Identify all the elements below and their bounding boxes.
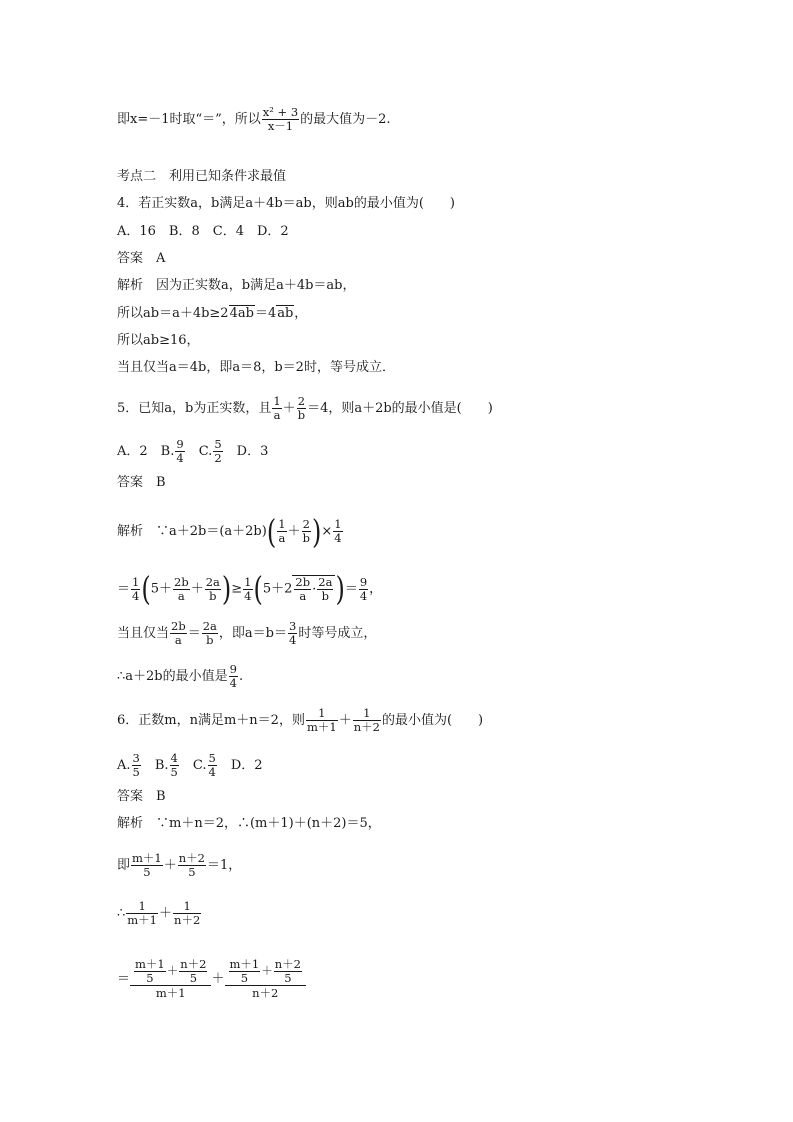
text: ＋ <box>166 963 179 978</box>
numerator: 3 <box>132 751 140 765</box>
fraction <box>170 752 179 779</box>
text: 的最大值为－2. <box>300 112 391 127</box>
text: D．2 <box>217 758 263 773</box>
text: ，即a＝b＝ <box>218 626 287 641</box>
numerator: 5 <box>208 751 216 765</box>
fraction <box>131 852 163 879</box>
compound-denominator: m＋1 <box>155 986 186 1000</box>
numerator: m＋1 <box>229 957 260 971</box>
denominator: 5 <box>188 865 196 879</box>
fraction <box>277 518 286 545</box>
text: ＝ <box>117 971 131 987</box>
question-4: 4．若正实数a，b满足a＋4b＝ab，则ab的最小值为( ) <box>117 196 455 211</box>
text: ＋ <box>282 401 296 416</box>
denominator: b <box>321 589 330 603</box>
fraction <box>173 576 190 603</box>
compound-denominator: n＋2 <box>252 986 279 1000</box>
numerator: 9 <box>229 662 237 676</box>
text: 5．已知a，b为正实数，且 <box>117 401 272 416</box>
denominator: 4 <box>334 531 342 545</box>
denominator: 2 <box>214 451 222 465</box>
numerator: n＋2 <box>180 957 207 971</box>
numerator: 1 <box>126 900 158 914</box>
denominator: a <box>174 633 182 647</box>
paren: ( <box>253 570 263 608</box>
text: ， <box>369 581 383 597</box>
radical: ab <box>277 306 294 321</box>
fraction <box>229 958 261 985</box>
numerator: 9 <box>359 574 368 589</box>
numerator: 1 <box>353 707 381 721</box>
paren: ( <box>266 512 277 551</box>
compound-fraction <box>225 958 306 1000</box>
fraction <box>202 620 218 647</box>
text: ＋ <box>338 713 352 728</box>
section-heading: 考点二 利用已知条件求最值 <box>117 169 287 184</box>
text: ＋ <box>159 906 173 921</box>
text: C. <box>185 444 213 459</box>
solution-conclusion-line <box>117 106 391 133</box>
paren: ) <box>335 570 345 608</box>
text: ＝ <box>344 581 358 597</box>
text: ∴a＋2b的最小值是 <box>117 669 228 684</box>
text: A．2 B. <box>117 444 175 459</box>
compound-numerator <box>130 958 211 986</box>
numerator: 2b <box>174 574 189 589</box>
question-5-solution-line <box>117 620 376 647</box>
numerator: 3 <box>288 619 297 633</box>
question-6 <box>117 707 483 734</box>
text: D．3 <box>223 444 269 459</box>
fraction <box>317 576 333 603</box>
denominator: b <box>209 588 217 603</box>
fraction <box>333 518 342 545</box>
numerator: m＋1 <box>132 851 162 865</box>
paren: ( <box>141 570 151 608</box>
radical <box>292 575 335 603</box>
question-4-solution-line: 解析 因为正实数a，b满足a＋4b＝ab， <box>117 278 356 293</box>
text: ＝1， <box>207 858 242 873</box>
question-5 <box>117 395 493 422</box>
text: ＝ <box>187 626 201 641</box>
fraction <box>262 106 299 133</box>
question-6-answer: 答案 B <box>117 789 166 804</box>
text: B. <box>141 758 169 773</box>
denominator: a <box>299 589 307 603</box>
question-5-options <box>117 438 268 465</box>
numerator: 1 <box>132 574 140 589</box>
text: ＋ <box>211 971 225 987</box>
denominator: n＋2 <box>174 913 201 927</box>
denominator: 4 <box>244 588 252 603</box>
denominator: 4 <box>359 588 368 603</box>
text: ∴ <box>117 906 126 921</box>
fraction <box>302 518 311 545</box>
text: ＝4 <box>254 306 277 321</box>
numerator: 2a <box>205 574 220 589</box>
numerator: 2b <box>171 619 186 633</box>
denominator: 5 <box>143 865 151 879</box>
text: 5＋2 <box>262 581 293 597</box>
numerator: 1 <box>244 574 252 589</box>
fraction <box>126 900 158 927</box>
question-4-solution-line: 当且仅当a＝4b，即a＝8，b＝2时，等号成立． <box>117 360 395 375</box>
denominator: b <box>302 531 310 545</box>
fraction <box>353 707 381 734</box>
fraction <box>134 958 166 985</box>
denominator: x－1 <box>267 119 294 133</box>
fraction <box>205 576 221 603</box>
text: 时等号成立， <box>298 626 377 641</box>
numerator: 1 <box>306 707 338 721</box>
compound-numerator <box>225 958 306 986</box>
numerator: 1 <box>273 394 281 408</box>
denominator: 5 <box>284 971 292 985</box>
question-4-solution-line: 所以ab≥16， <box>117 333 200 348</box>
numerator: 2b <box>295 575 311 589</box>
fraction <box>306 707 338 734</box>
numerator: x² + 3 <box>262 105 299 119</box>
radical: 4ab <box>229 306 254 321</box>
numerator: 4 <box>170 751 178 765</box>
text: . <box>238 669 244 684</box>
denominator: a <box>177 588 185 603</box>
fraction <box>213 438 222 465</box>
text: ＋ <box>287 524 301 539</box>
denominator: 5 <box>146 971 154 985</box>
text: × <box>321 524 333 539</box>
text: C. <box>179 758 207 773</box>
paren: ) <box>311 512 322 551</box>
numerator: 2 <box>302 517 310 531</box>
fraction <box>229 663 238 690</box>
text: ＝4，则a＋2b的最小值是( ) <box>307 401 493 416</box>
denominator: 5 <box>189 971 198 985</box>
fraction <box>175 438 184 465</box>
question-4-solution-line <box>117 305 307 322</box>
denominator: n＋2 <box>353 720 380 734</box>
fraction <box>173 900 201 927</box>
numerator: 2 <box>297 394 306 408</box>
denominator: b <box>206 633 214 647</box>
denominator: 4 <box>176 451 184 465</box>
numerator: 5 <box>214 437 222 451</box>
fraction <box>170 620 187 647</box>
question-4-answer: 答案 A <box>117 251 166 266</box>
question-6-solution-line <box>117 900 202 927</box>
question-6-solution-line: 解析 ∵m＋n＝2，∴(m＋1)＋(n＋2)＝5， <box>117 816 381 831</box>
denominator: 5 <box>240 971 249 985</box>
question-6-solution-line <box>117 852 241 879</box>
text: ＝ <box>117 581 131 597</box>
text: 的最小值为( ) <box>381 713 484 728</box>
denominator: 4 <box>208 765 216 779</box>
text: ＋ <box>190 581 204 597</box>
text: · <box>312 582 317 597</box>
question-5-solution-line <box>117 663 243 690</box>
fraction <box>297 395 306 422</box>
fraction <box>243 576 252 603</box>
denominator: b <box>297 408 306 422</box>
denominator: 5 <box>170 765 178 779</box>
denominator: 4 <box>229 676 237 690</box>
question-4-options: A．16 B．8 C．4 D．2 <box>117 224 289 239</box>
text: 5＋ <box>150 581 172 597</box>
numerator: 2a <box>318 575 333 589</box>
numerator: n＋2 <box>274 957 301 971</box>
fraction <box>131 576 140 603</box>
fraction <box>208 752 217 779</box>
fraction <box>294 576 311 603</box>
text: 6．正数m，n满足m＋n＝2，则 <box>117 713 305 728</box>
numerator: 1 <box>278 517 286 531</box>
denominator: a <box>278 531 286 545</box>
numerator: n＋2 <box>178 851 205 865</box>
denominator: a <box>273 408 281 422</box>
compound-fraction <box>130 958 211 1000</box>
numerator: m＋1 <box>135 957 165 971</box>
question-6-solution-line <box>117 958 306 1000</box>
text: 所以ab＝a＋4b≥2 <box>117 306 229 321</box>
question-5-solution-line <box>117 512 344 551</box>
text: 即x=－1时取“＝”，所以 <box>117 112 261 127</box>
text: ＋ <box>261 963 273 978</box>
denominator: 5 <box>132 765 140 779</box>
fraction <box>274 958 302 985</box>
fraction <box>272 395 281 422</box>
denominator: m＋1 <box>306 720 337 734</box>
fraction <box>178 852 206 879</box>
denominator: 4 <box>288 633 297 647</box>
numerator: 9 <box>176 437 184 451</box>
text: A. <box>117 758 131 773</box>
text: 解析 ∵a＋2b＝(a＋2b) <box>117 524 267 539</box>
fraction <box>179 958 207 985</box>
text: 即 <box>117 858 131 873</box>
numerator: 1 <box>334 517 342 531</box>
numerator: 1 <box>173 900 201 914</box>
fraction <box>288 620 297 647</box>
question-5-solution-line <box>117 570 383 608</box>
question-5-answer: 答案 B <box>117 475 166 490</box>
text: ， <box>294 306 308 321</box>
denominator: m＋1 <box>127 913 158 927</box>
text: 当且仅当 <box>117 626 170 641</box>
text: ＋ <box>163 858 177 873</box>
text: ≥ <box>231 581 243 597</box>
paren: ) <box>221 570 232 608</box>
fraction <box>132 752 141 779</box>
denominator: 4 <box>132 588 140 603</box>
numerator: 2a <box>202 619 217 633</box>
fraction <box>359 576 368 603</box>
question-6-options <box>117 752 263 779</box>
